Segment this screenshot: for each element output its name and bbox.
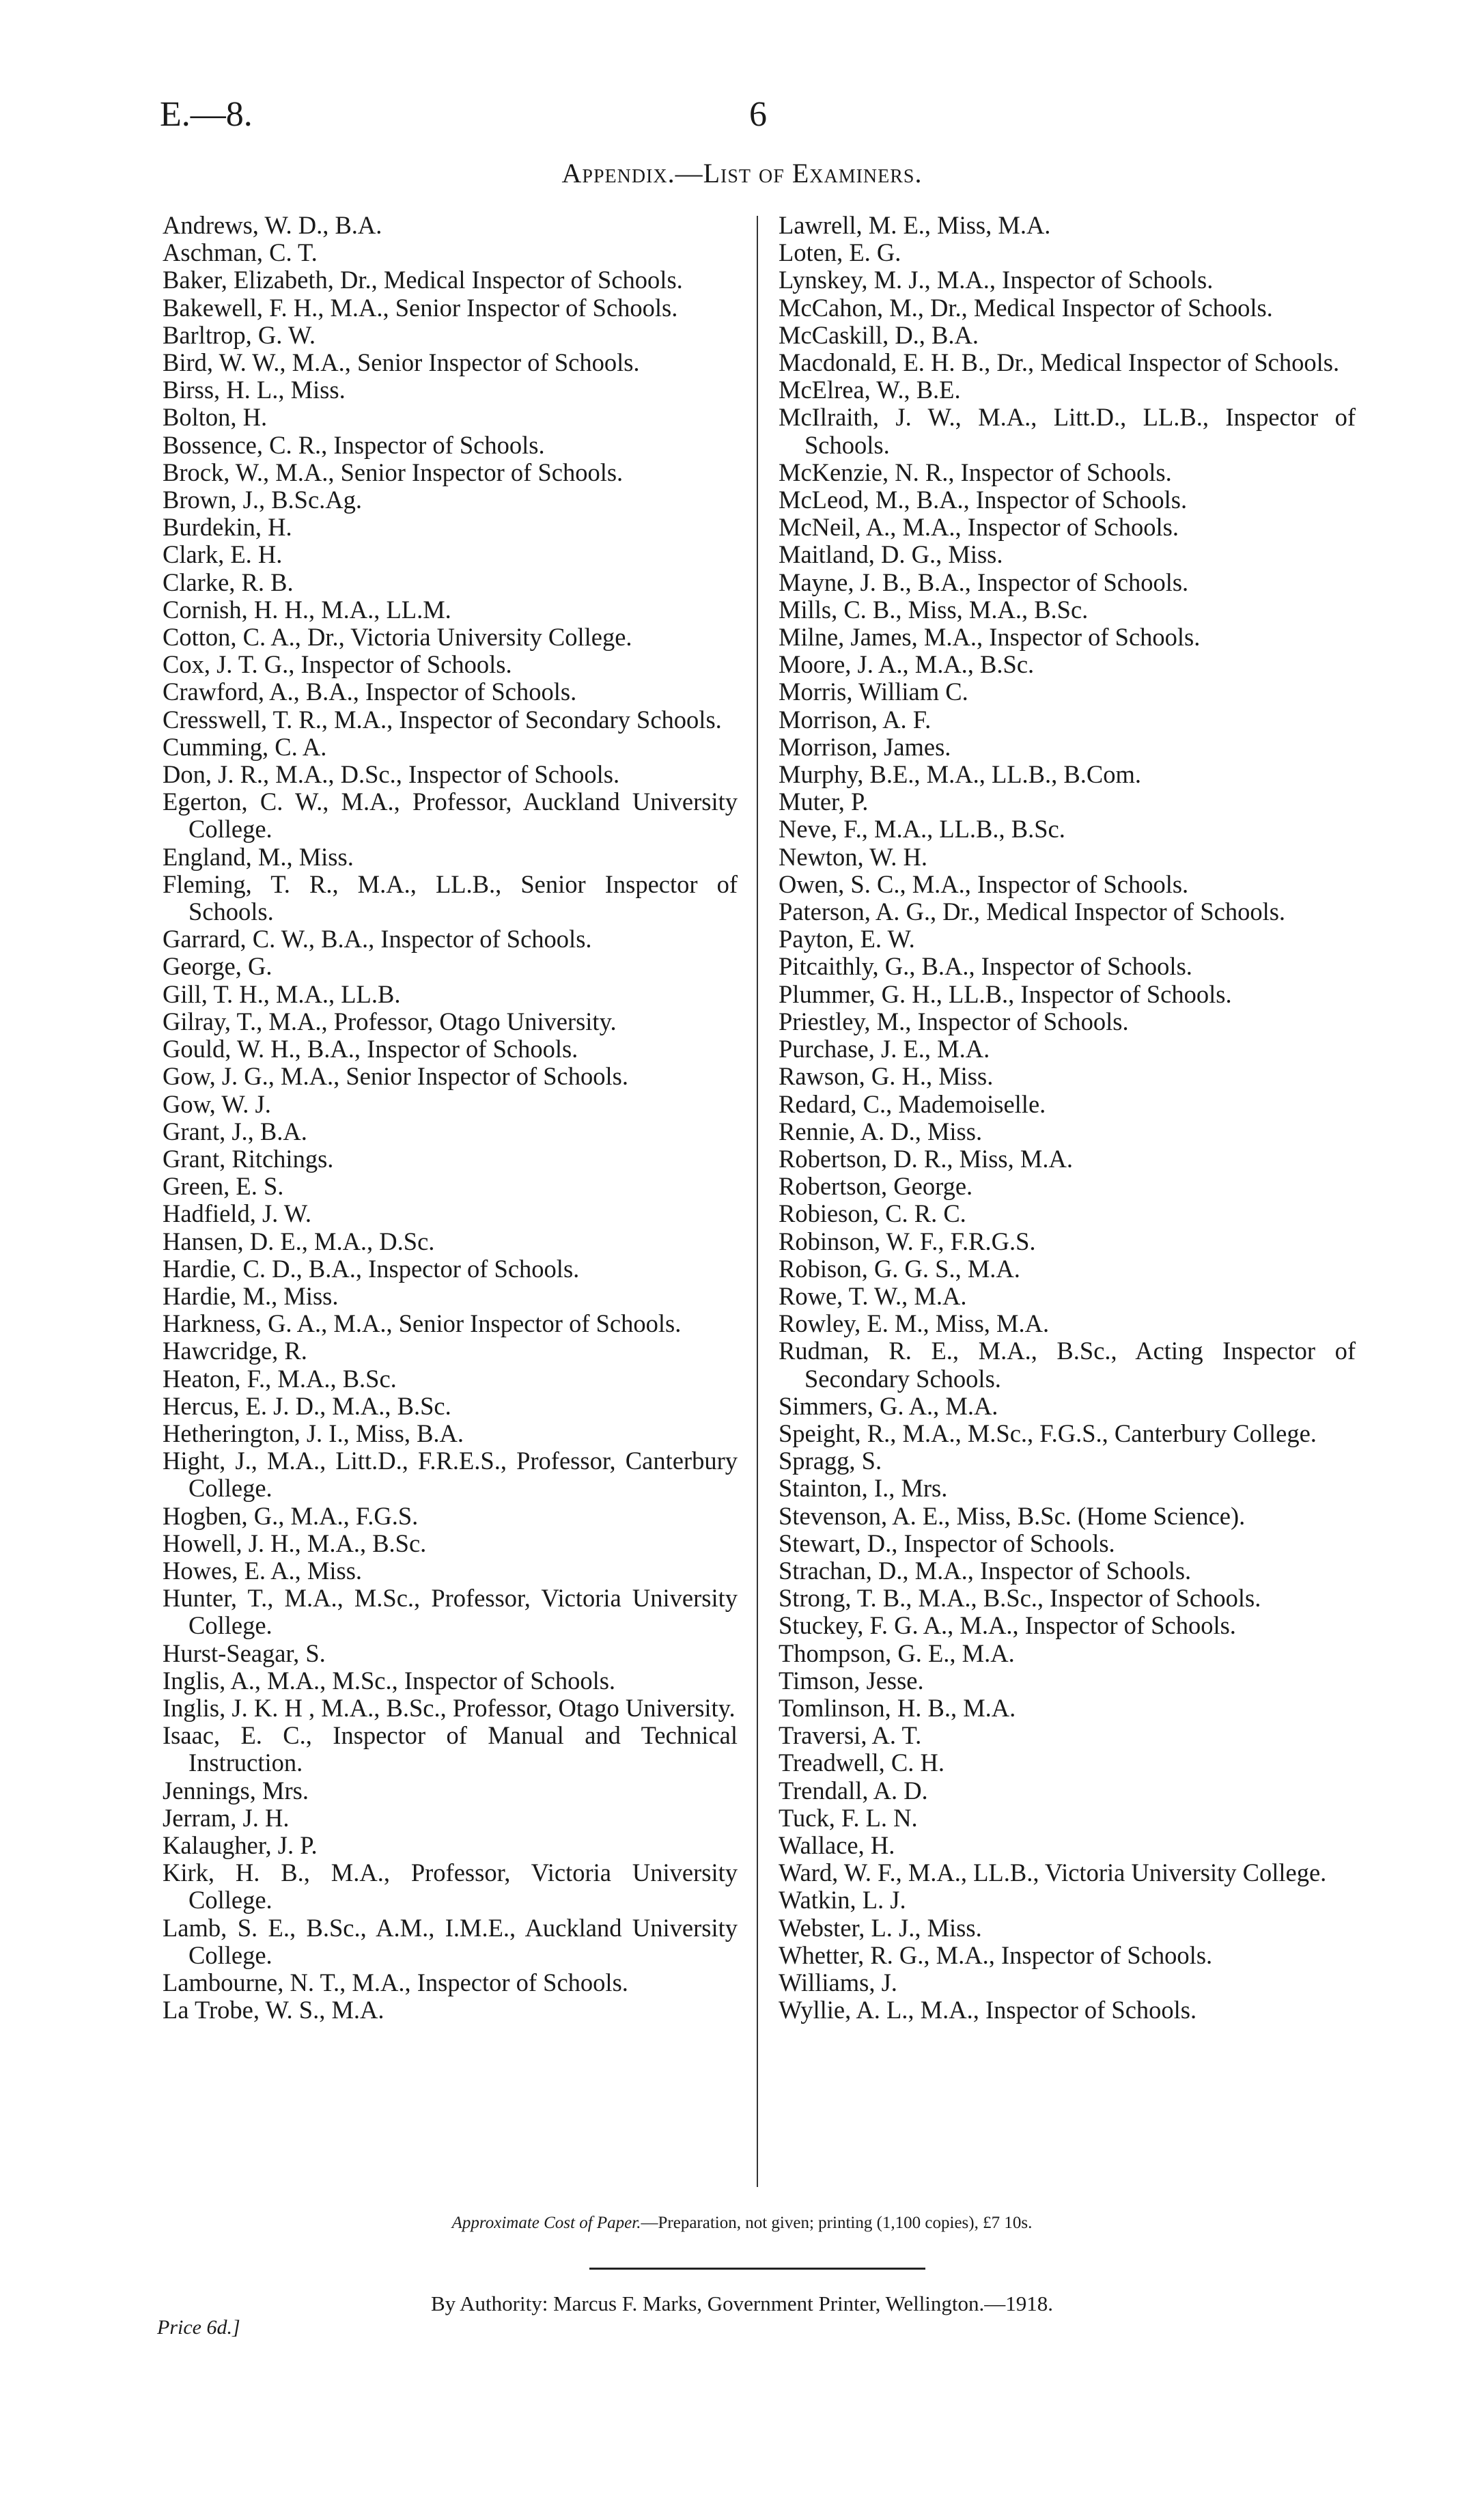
examiner-entry: Don, J. R., M.A., D.Sc., Inspector of Schools.	[163, 760, 620, 789]
examiner-entry: Stevenson, A. E., Miss, B.Sc. (Home Science).	[779, 1501, 1246, 1530]
examiner-entry: Burdekin, H.	[163, 513, 292, 542]
examiner-entry: Gill, T. H., M.A., LL.B.	[163, 979, 401, 1008]
examiner-entry: Paterson, A. G., Dr., Medical Inspector of Schools.	[779, 897, 1286, 926]
examiner-entry: Aschman, C. T.	[163, 238, 318, 267]
examiner-entry: Rowley, E. M., Miss, M.A.	[779, 1309, 1050, 1338]
examiner-entry: Inglis, J. K. H , M.A., B.Sc., Professor, Otago University.	[163, 1693, 736, 1722]
examiner-entry: Cox, J. T. G., Inspector of Schools.	[163, 650, 512, 679]
examiner-entry: Whetter, R. G., M.A., Inspector of Schools.	[779, 1940, 1213, 1969]
examiner-entry: Robinson, W. F., F.R.G.S.	[779, 1227, 1036, 1255]
examiner-entry: Cornish, H. H., M.A., LL.M.	[163, 595, 451, 624]
examiner-entry: Ward, W. F., M.A., LL.B., Victoria University College.	[779, 1858, 1327, 1887]
examiner-entry: Cumming, C. A.	[163, 732, 327, 761]
examiner-entry: Newton, W. H.	[779, 842, 927, 871]
examiner-entry: Robison, G. G. S., M.A.	[779, 1254, 1020, 1283]
examiner-entry: McCaskill, D., B.A.	[779, 320, 979, 349]
examiner-entry: Bossence, C. R., Inspector of Schools.	[163, 430, 545, 459]
page-number: 6	[749, 95, 767, 134]
examiner-entry: Lynskey, M. J., M.A., Inspector of Schools.	[779, 266, 1214, 294]
examiner-entry: Rudman, R. E., M.A., B.Sc., Acting Inspector of Secondary Schools.	[779, 1337, 1356, 1393]
examiner-entry: Mayne, J. B., B.A., Inspector of Schools.	[779, 568, 1189, 596]
examiner-entry: Priestley, M., Inspector of Schools.	[779, 1007, 1129, 1035]
examiner-entry: Traversi, A. T.	[779, 1721, 922, 1750]
examiner-entry: Macdonald, E. H. B., Dr., Medical Inspector of Schools.	[779, 348, 1340, 377]
examiner-entry: Robertson, D. R., Miss, M.A.	[779, 1144, 1073, 1173]
examiner-entry: George, G.	[163, 952, 272, 981]
examiner-entry: Watkin, L. J.	[779, 1886, 906, 1914]
examiner-entry: Williams, J.	[779, 1968, 897, 1996]
page-title: Appendix.—List of Examiners.	[561, 158, 923, 189]
examiner-entry: Payton, E. W.	[779, 925, 915, 953]
examiner-entry: Gow, J. G., M.A., Senior Inspector of Schools.	[163, 1062, 628, 1091]
examiner-entry: Morrison, James.	[779, 732, 951, 761]
examiner-entry: Thompson, G. E., M.A.	[779, 1639, 1015, 1667]
examiner-entry: Hetherington, J. I., Miss, B.A.	[163, 1419, 464, 1447]
examiner-entry: Howell, J. H., M.A., B.Sc.	[163, 1529, 427, 1557]
examiner-entry: Jerram, J. H.	[163, 1803, 290, 1832]
examiner-entry: Owen, S. C., M.A., Inspector of Schools.	[779, 869, 1189, 898]
examiner-entry: Murphy, B.E., M.A., LL.B., B.Com.	[779, 760, 1141, 789]
cost-text: —Preparation, not given; printing (1,100 copies), £7 10s.	[641, 2214, 1033, 2232]
examiner-entry: Rowe, T. W., M.A.	[779, 1281, 967, 1310]
examiner-entry: Kalaugher, J. P.	[163, 1830, 318, 1859]
examiner-entry: Crawford, A., B.A., Inspector of Schools.	[163, 678, 577, 706]
examiner-entry: Inglis, A., M.A., M.Sc., Inspector of Schools.	[163, 1666, 616, 1695]
examiner-entry: Fleming, T. R., M.A., LL.B., Senior Inspector of Schools.	[163, 869, 738, 926]
examiner-entry: McIlraith, J. W., M.A., Litt.D., LL.B., Inspector of Schools.	[779, 403, 1356, 459]
examiner-entry: Brock, W., M.A., Senior Inspector of Schools.	[163, 458, 624, 486]
examiner-entry: Stewart, D., Inspector of Schools.	[779, 1529, 1115, 1557]
examiner-entry: Brown, J., B.Sc.Ag.	[163, 486, 363, 514]
examiner-entry: Treadwell, C. H.	[779, 1749, 944, 1777]
examiner-entry: Maitland, D. G., Miss.	[779, 540, 1003, 569]
examiner-entry: Muter, P.	[779, 788, 869, 816]
examiner-entry: Bakewell, F. H., M.A., Senior Inspector of Schools.	[163, 293, 678, 322]
examiner-entry: Garrard, C. W., B.A., Inspector of Schools.	[163, 925, 592, 953]
examiner-entry: Trendall, A. D.	[779, 1776, 928, 1805]
printer-authority: By Authority: Marcus F. Marks, Government Printer, Wellington.—1918.	[430, 2292, 1054, 2315]
examiner-entry: McElrea, W., B.E.	[779, 376, 961, 404]
examiners-list-left-column	[163, 212, 738, 2024]
examiner-entry: Hunter, T., M.A., M.Sc., Professor, Victoria University College.	[163, 1584, 738, 1640]
examiner-entry: Tomlinson, H. B., M.A.	[779, 1693, 1016, 1722]
examiner-entry: Strachan, D., M.A., Inspector of Schools.	[779, 1556, 1192, 1585]
examiner-entry: England, M., Miss.	[163, 842, 354, 871]
cost-note	[0, 2214, 1484, 2233]
examiner-entry: Loten, E. G.	[779, 238, 901, 267]
examiner-entry: La Trobe, W. S., M.A.	[163, 1996, 384, 2024]
examiner-entry: Clarke, R. B.	[163, 568, 294, 596]
examiner-entry: Gould, W. H., B.A., Inspector of Schools.	[163, 1035, 578, 1063]
examiner-entry: Hardie, C. D., B.A., Inspector of Schools.	[163, 1254, 580, 1283]
examiner-entry: Stuckey, F. G. A., M.A., Inspector of Schools.	[779, 1611, 1236, 1640]
examiner-entry: Morris, William C.	[779, 678, 968, 706]
examiner-entry: McLeod, M., B.A., Inspector of Schools.	[779, 486, 1188, 514]
examiner-entry: Plummer, G. H., LL.B., Inspector of Schools.	[779, 979, 1232, 1008]
examiner-entry: Andrews, W. D., B.A.	[163, 211, 382, 239]
examiner-entry: Lawrell, M. E., Miss, M.A.	[779, 211, 1051, 239]
examiner-entry: McCahon, M., Dr., Medical Inspector of Schools.	[779, 293, 1273, 322]
examiner-entry: Grant, J., B.A.	[163, 1117, 307, 1145]
examiner-entry: Cresswell, T. R., M.A., Inspector of Secondary Schools.	[163, 705, 722, 734]
examiner-entry: Robertson, George.	[779, 1172, 973, 1201]
examiner-entry: Egerton, C. W., M.A., Professor, Auckland University College.	[163, 788, 738, 844]
cost-label: Approximate Cost of Paper.	[451, 2214, 641, 2232]
examiner-entry: Purchase, J. E., M.A.	[779, 1035, 990, 1063]
examiner-entry: Hogben, G., M.A., F.G.S.	[163, 1501, 419, 1530]
examiner-entry: Howes, E. A., Miss.	[163, 1556, 363, 1585]
examiner-entry: Milne, James, M.A., Inspector of Schools.	[779, 623, 1201, 652]
examiner-entry: McKenzie, N. R., Inspector of Schools.	[779, 458, 1172, 486]
examiner-entry: Timson, Jesse.	[779, 1666, 924, 1695]
examiner-entry: Strong, T. B., M.A., B.Sc., Inspector of Schools.	[779, 1584, 1261, 1613]
examiner-entry: Webster, L. J., Miss.	[779, 1913, 982, 1942]
examiners-list-right-column	[779, 212, 1356, 2024]
examiner-entry: Barltrop, G. W.	[163, 320, 316, 349]
examiner-entry: Jennings, Mrs.	[163, 1776, 309, 1805]
examiner-entry: Birss, H. L., Miss.	[163, 376, 346, 404]
examiner-entry: Hawcridge, R.	[163, 1337, 307, 1365]
price-note: Price 6d.]	[157, 2316, 240, 2339]
examiner-entry: Hight, J., M.A., Litt.D., F.R.E.S., Professor, Canterbury College.	[163, 1447, 738, 1503]
examiner-entry: Grant, Ritchings.	[163, 1144, 334, 1173]
examiner-entry: Spragg, S.	[779, 1447, 882, 1475]
examiner-entry: Lamb, S. E., B.Sc., A.M., I.M.E., Auckland University College.	[163, 1913, 738, 1969]
document-code: E.—8.	[160, 95, 253, 134]
examiner-entry: Hardie, M., Miss.	[163, 1281, 339, 1310]
examiner-entry: Lambourne, N. T., M.A., Inspector of Schools.	[163, 1968, 628, 1996]
examiner-entry: Heaton, F., M.A., B.Sc.	[163, 1364, 397, 1393]
examiner-entry: Clark, E. H.	[163, 540, 283, 569]
examiner-entry: Rennie, A. D., Miss.	[779, 1117, 983, 1145]
examiner-entry: Neve, F., M.A., LL.B., B.Sc.	[779, 815, 1065, 844]
examiner-entry: Redard, C., Mademoiselle.	[779, 1089, 1046, 1118]
examiner-entry: Baker, Elizabeth, Dr., Medical Inspector of Schools.	[163, 266, 683, 294]
examiner-entry: Bird, W. W., M.A., Senior Inspector of Schools.	[163, 348, 640, 377]
examiner-entry: Harkness, G. A., M.A., Senior Inspector of Schools.	[163, 1309, 682, 1338]
examiner-entry: Hercus, E. J. D., M.A., B.Sc.	[163, 1391, 451, 1420]
footer-rule	[589, 2268, 925, 2270]
examiner-entry: Tuck, F. L. N.	[779, 1803, 918, 1832]
examiner-entry: Stainton, I., Mrs.	[779, 1474, 948, 1503]
examiner-entry: Hadfield, J. W.	[163, 1199, 311, 1228]
examiner-entry: Moore, J. A., M.A., B.Sc.	[779, 650, 1035, 679]
examiner-entry: McNeil, A., M.A., Inspector of Schools.	[779, 513, 1179, 542]
examiner-entry: Green, E. S.	[163, 1172, 284, 1201]
examiner-entry: Rawson, G. H., Miss.	[779, 1062, 994, 1091]
examiner-entry: Isaac, E. C., Inspector of Manual and Technical Instruction.	[163, 1721, 738, 1777]
examiner-entry: Speight, R., M.A., M.Sc., F.G.S., Canterbury College.	[779, 1419, 1317, 1447]
examiner-entry: Hurst-Seagar, S.	[163, 1639, 326, 1667]
examiner-entry: Simmers, G. A., M.A.	[779, 1391, 998, 1420]
examiner-entry: Wallace, H.	[779, 1830, 895, 1859]
examiner-entry: Pitcaithly, G., B.A., Inspector of Schools.	[779, 952, 1192, 981]
examiner-entry: Gilray, T., M.A., Professor, Otago University.	[163, 1007, 617, 1035]
examiner-entry: Cotton, C. A., Dr., Victoria University College.	[163, 623, 632, 652]
examiner-entry: Morrison, A. F.	[779, 705, 932, 734]
examiner-entry: Bolton, H.	[163, 403, 268, 432]
examiner-entry: Hansen, D. E., M.A., D.Sc.	[163, 1227, 435, 1255]
examiner-entry: Robieson, C. R. C.	[779, 1199, 966, 1228]
examiner-entry: Gow, W. J.	[163, 1089, 271, 1118]
examiner-entry: Kirk, H. B., M.A., Professor, Victoria University College.	[163, 1858, 738, 1914]
examiner-entry: Wyllie, A. L., M.A., Inspector of Schools.	[779, 1996, 1197, 2024]
examiner-entry: Mills, C. B., Miss, M.A., B.Sc.	[779, 595, 1089, 624]
column-divider	[757, 216, 758, 2187]
